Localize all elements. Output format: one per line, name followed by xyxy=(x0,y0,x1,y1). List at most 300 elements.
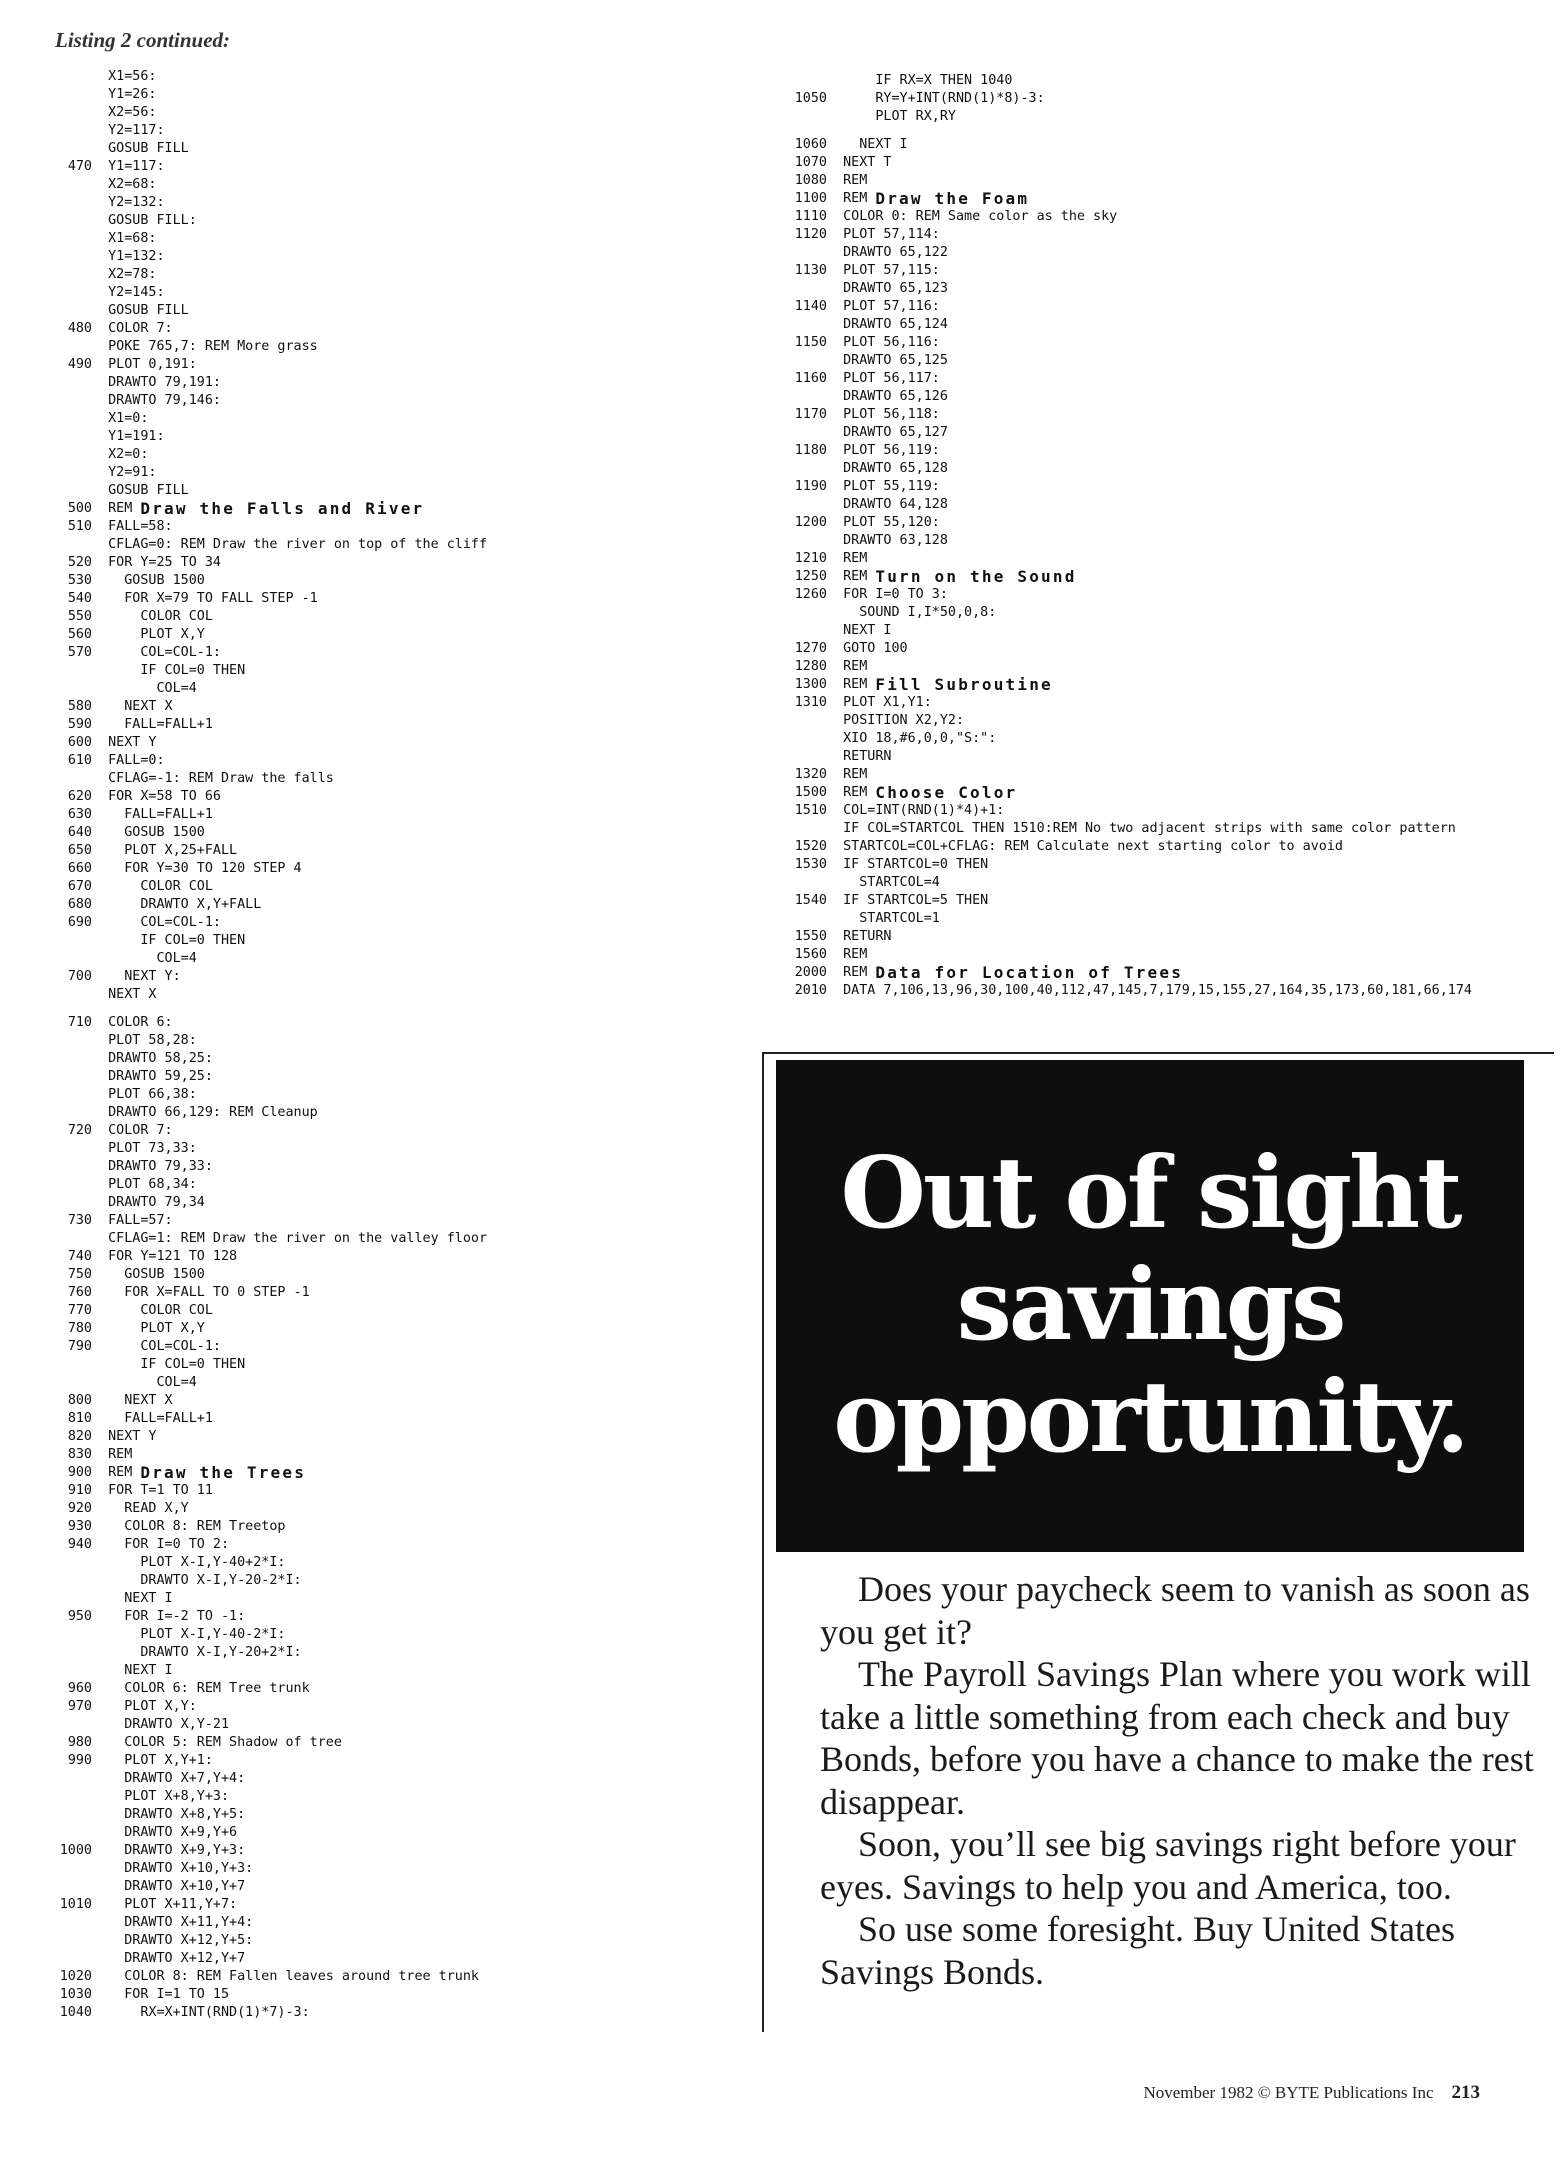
code-text: COL=4 xyxy=(108,951,197,966)
code-text: FOR Y=30 TO 120 STEP 4 xyxy=(108,861,302,876)
code-line xyxy=(40,176,760,194)
code-text: GOSUB FILL xyxy=(108,141,189,156)
line-number xyxy=(40,1590,92,1608)
line-number: 650 xyxy=(67,843,92,858)
line-gutter xyxy=(92,608,108,626)
line-number: 1160 xyxy=(794,371,827,386)
code-text: COLOR 7: xyxy=(108,1123,173,1138)
code-line xyxy=(775,892,1555,910)
code-line xyxy=(40,1284,760,1302)
line-gutter xyxy=(827,460,843,478)
line-number xyxy=(40,392,92,410)
code-line xyxy=(775,442,1555,460)
listing-left-column xyxy=(40,68,760,2022)
code-text: PLOT X,Y xyxy=(108,627,205,642)
line-number: 700 xyxy=(67,969,92,984)
line-number: 990 xyxy=(67,1753,92,1768)
code-line xyxy=(40,1004,760,1014)
line-gutter xyxy=(92,248,108,266)
line-number xyxy=(775,748,827,766)
line-number: 620 xyxy=(67,789,92,804)
line-gutter xyxy=(92,1122,108,1140)
code-text: NEXT X xyxy=(108,987,157,1002)
code-line xyxy=(775,604,1555,622)
line-number: 1280 xyxy=(794,659,827,674)
code-text: NEXT I xyxy=(843,137,908,152)
line-number: 920 xyxy=(67,1501,92,1516)
line-gutter xyxy=(92,860,108,878)
code-text: REM xyxy=(843,191,876,206)
code-text: COL=COL-1: xyxy=(108,915,221,930)
code-text: DRAWTO 64,128 xyxy=(843,497,948,512)
line-gutter xyxy=(92,500,108,518)
code-line xyxy=(40,1842,760,1860)
line-number: 1020 xyxy=(59,1969,92,1984)
line-number xyxy=(40,680,92,698)
line-number xyxy=(775,820,827,838)
line-gutter xyxy=(92,1230,108,1248)
code-text: DRAWTO 65,128 xyxy=(843,461,948,476)
code-text: IF RX=X THEN 1040 xyxy=(843,73,1013,88)
code-text: Y1=132: xyxy=(108,249,165,264)
code-line xyxy=(40,122,760,140)
code-text: PLOT X,Y xyxy=(108,1321,205,1336)
code-line xyxy=(40,212,760,230)
code-line xyxy=(775,244,1555,262)
line-number: 1300 xyxy=(794,677,827,692)
line-gutter xyxy=(92,572,108,590)
code-text: CFLAG=-1: REM Draw the falls xyxy=(108,771,334,786)
line-gutter xyxy=(92,230,108,248)
line-gutter xyxy=(92,1410,108,1428)
code-text: REM xyxy=(843,569,876,584)
code-line xyxy=(775,964,1555,982)
line-gutter xyxy=(827,838,843,856)
line-gutter xyxy=(92,770,108,788)
code-line xyxy=(40,1446,760,1464)
line-gutter xyxy=(92,1698,108,1716)
line-number xyxy=(775,622,827,640)
code-text: RY=Y+INT(RND(1)*8)-3: xyxy=(843,91,1045,106)
code-text: FOR T=1 TO 11 xyxy=(108,1483,213,1498)
line-number: 1120 xyxy=(794,227,827,242)
code-line xyxy=(40,824,760,842)
code-text: PLOT X-I,Y-40+2*I: xyxy=(108,1555,286,1570)
code-text: DRAWTO 79,33: xyxy=(108,1159,213,1174)
code-text: Y1=26: xyxy=(108,87,157,102)
code-text: REM xyxy=(843,767,868,782)
code-text: REM xyxy=(843,173,868,188)
code-text: PLOT X,Y+1: xyxy=(108,1753,213,1768)
code-text: FOR I=0 TO 2: xyxy=(108,1537,230,1552)
code-text: PLOT 56,117: xyxy=(843,371,940,386)
code-text: COL=4 xyxy=(108,681,197,696)
line-number xyxy=(40,1158,92,1176)
line-gutter xyxy=(827,928,843,946)
line-number: 820 xyxy=(67,1429,92,1444)
section-title: Turn on the Sound xyxy=(875,568,1077,586)
line-gutter xyxy=(92,1050,108,1068)
line-number: 1510 xyxy=(794,803,827,818)
ad-headline-line-2: savings xyxy=(956,1248,1344,1363)
code-line xyxy=(40,1698,760,1716)
line-gutter xyxy=(92,1788,108,1806)
code-text: GOSUB 1500 xyxy=(108,573,205,588)
code-line xyxy=(40,1230,760,1248)
line-gutter xyxy=(92,1374,108,1392)
code-line xyxy=(40,356,760,374)
line-number xyxy=(775,910,827,928)
code-text: FALL=0: xyxy=(108,753,165,768)
line-number xyxy=(40,1824,92,1842)
line-number: 1210 xyxy=(794,551,827,566)
line-gutter xyxy=(92,1968,108,1986)
code-text: IF COL=0 THEN xyxy=(108,1357,246,1372)
line-gutter xyxy=(92,68,108,86)
code-line xyxy=(775,136,1555,154)
line-number: 1550 xyxy=(794,929,827,944)
ad-headline-line-1: Out of sight xyxy=(840,1136,1460,1251)
line-number xyxy=(775,604,827,622)
line-gutter xyxy=(92,2004,108,2022)
line-gutter xyxy=(92,194,108,212)
line-number: 1130 xyxy=(794,263,827,278)
line-number: 720 xyxy=(67,1123,92,1138)
line-gutter xyxy=(92,338,108,356)
line-number xyxy=(40,68,92,86)
line-number xyxy=(40,464,92,482)
code-line xyxy=(40,266,760,284)
ad-headline-banner xyxy=(776,1060,1524,1552)
code-text: PLOT X,Y: xyxy=(108,1699,197,1714)
line-number: 490 xyxy=(67,357,92,372)
code-text: COLOR COL xyxy=(108,879,213,894)
code-line xyxy=(40,1626,760,1644)
code-line xyxy=(40,662,760,680)
code-line xyxy=(40,932,760,950)
code-text: RX=X+INT(RND(1)*7)-3: xyxy=(108,2005,310,2020)
line-gutter xyxy=(92,1824,108,1842)
line-gutter xyxy=(827,316,843,334)
code-text: FALL=FALL+1 xyxy=(108,1411,213,1426)
listing-heading: Listing 2 continued: xyxy=(55,28,231,52)
ad-paragraph: The Payroll Savings Plan where you work will take a little something from each check and buy Bonds, before you have a chance to make the rest disappear. xyxy=(820,1654,1534,1822)
code-line xyxy=(40,284,760,302)
line-gutter xyxy=(92,1950,108,1968)
line-gutter xyxy=(92,1068,108,1086)
line-number xyxy=(40,1914,92,1932)
line-gutter xyxy=(92,446,108,464)
line-gutter xyxy=(827,694,843,712)
code-line xyxy=(40,1968,760,1986)
code-line xyxy=(775,226,1555,244)
code-text: GOSUB FILL xyxy=(108,303,189,318)
code-text: COLOR 7: xyxy=(108,321,173,336)
line-gutter xyxy=(92,1986,108,2004)
code-text: Y2=117: xyxy=(108,123,165,138)
ad-headline-line-3: opportunity. xyxy=(833,1360,1467,1475)
line-number: 1520 xyxy=(794,839,827,854)
line-number: 1320 xyxy=(794,767,827,782)
line-number xyxy=(775,532,827,550)
code-line xyxy=(775,748,1555,766)
line-gutter xyxy=(92,1248,108,1266)
code-line xyxy=(775,316,1555,334)
line-number xyxy=(40,536,92,554)
line-number: 640 xyxy=(67,825,92,840)
code-line xyxy=(40,320,760,338)
line-gutter xyxy=(92,302,108,320)
line-gutter xyxy=(92,1572,108,1590)
code-line xyxy=(40,68,760,86)
code-text: READ X,Y xyxy=(108,1501,189,1516)
line-number xyxy=(775,316,827,334)
code-line xyxy=(40,140,760,158)
code-text: STARTCOL=1 xyxy=(843,911,940,926)
code-line xyxy=(40,1248,760,1266)
code-line xyxy=(775,550,1555,568)
code-text: REM xyxy=(843,947,868,962)
code-text: COL=COL-1: xyxy=(108,645,221,660)
line-gutter xyxy=(92,878,108,896)
code-text: FOR Y=121 TO 128 xyxy=(108,1249,238,1264)
line-number: 1260 xyxy=(794,587,827,602)
code-text: DRAWTO X+12,Y+7 xyxy=(108,1951,246,1966)
code-line xyxy=(40,752,760,770)
code-text: GOSUB 1500 xyxy=(108,1267,205,1282)
code-text: DRAWTO 66,129: REM Cleanup xyxy=(108,1105,318,1120)
line-gutter xyxy=(92,788,108,806)
code-line xyxy=(40,410,760,428)
code-text: FOR X=58 TO 66 xyxy=(108,789,221,804)
code-line xyxy=(40,806,760,824)
line-number xyxy=(40,1230,92,1248)
code-line xyxy=(40,914,760,932)
line-gutter xyxy=(92,266,108,284)
code-text: REM xyxy=(108,501,141,516)
line-gutter xyxy=(92,932,108,950)
code-text: PLOT RX,RY xyxy=(843,109,956,124)
code-text: COLOR 0: REM Same color as the sky xyxy=(843,209,1118,224)
line-number: 740 xyxy=(67,1249,92,1264)
code-line xyxy=(775,388,1555,406)
line-gutter xyxy=(827,820,843,838)
line-gutter xyxy=(92,1086,108,1104)
line-gutter xyxy=(92,1770,108,1788)
line-gutter xyxy=(827,72,843,90)
line-gutter xyxy=(92,824,108,842)
code-text: PLOT 66,38: xyxy=(108,1087,197,1102)
code-text: NEXT X xyxy=(108,1393,173,1408)
line-number: 1030 xyxy=(59,1987,92,2002)
code-text: COL=INT(RND(1)*4)+1: xyxy=(843,803,1005,818)
code-line xyxy=(775,676,1555,694)
line-number xyxy=(40,374,92,392)
line-number xyxy=(40,1068,92,1086)
line-gutter xyxy=(827,982,843,1000)
code-line xyxy=(40,464,760,482)
code-line xyxy=(40,428,760,446)
line-gutter xyxy=(92,1932,108,1950)
code-line xyxy=(40,842,760,860)
line-gutter xyxy=(827,892,843,910)
line-gutter xyxy=(827,280,843,298)
line-number xyxy=(40,1572,92,1590)
code-text: STARTCOL=4 xyxy=(843,875,940,890)
line-gutter xyxy=(827,298,843,316)
line-gutter xyxy=(827,90,843,108)
code-line xyxy=(40,1716,760,1734)
line-number xyxy=(40,1554,92,1572)
line-number: 680 xyxy=(67,897,92,912)
page-footer xyxy=(1100,2082,1480,2104)
line-gutter xyxy=(92,392,108,410)
line-gutter xyxy=(92,1842,108,1860)
line-number xyxy=(775,712,827,730)
line-gutter xyxy=(827,190,843,208)
ad-paragraph: So use some foresight. Buy United States Savings Bonds. xyxy=(820,1909,1455,1992)
code-text: COLOR 8: REM Treetop xyxy=(108,1519,286,1534)
code-line xyxy=(40,1788,760,1806)
code-line xyxy=(775,928,1555,946)
line-number xyxy=(40,1932,92,1950)
line-number xyxy=(775,388,827,406)
code-text: PLOT 68,34: xyxy=(108,1177,197,1192)
line-number xyxy=(40,1086,92,1104)
code-line xyxy=(40,374,760,392)
code-line xyxy=(40,1212,760,1230)
line-number: 1000 xyxy=(59,1843,92,1858)
line-number xyxy=(775,352,827,370)
code-text: DRAWTO 59,25: xyxy=(108,1069,213,1084)
line-gutter xyxy=(827,910,843,928)
code-line xyxy=(40,1770,760,1788)
code-text: DRAWTO X-I,Y-20+2*I: xyxy=(108,1645,302,1660)
code-line xyxy=(40,1338,760,1356)
code-line xyxy=(40,482,760,500)
line-number xyxy=(40,1770,92,1788)
line-number xyxy=(40,266,92,284)
code-text: NEXT T xyxy=(843,155,892,170)
code-text: FOR I=-2 TO -1: xyxy=(108,1609,246,1624)
code-line xyxy=(40,1500,760,1518)
line-number xyxy=(40,1878,92,1896)
line-gutter xyxy=(92,284,108,302)
line-number: 1270 xyxy=(794,641,827,656)
code-text: DATA 7,106,13,96,30,100,40,112,47,145,7,179,15,155,27,164,35,173,60,181,66,174 xyxy=(843,983,1472,998)
line-gutter xyxy=(92,1194,108,1212)
code-text: REM xyxy=(843,677,876,692)
line-gutter xyxy=(92,1212,108,1230)
line-number xyxy=(40,482,92,500)
line-number xyxy=(40,86,92,104)
line-gutter xyxy=(827,352,843,370)
code-line xyxy=(40,1554,760,1572)
line-gutter xyxy=(92,176,108,194)
section-title: Fill Subroutine xyxy=(875,676,1053,694)
line-gutter xyxy=(92,1716,108,1734)
line-number xyxy=(40,1050,92,1068)
line-gutter xyxy=(92,518,108,536)
line-number: 1050 xyxy=(794,91,827,106)
line-gutter xyxy=(827,550,843,568)
code-line xyxy=(775,784,1555,802)
code-text: PLOT 57,116: xyxy=(843,299,940,314)
line-gutter xyxy=(92,554,108,572)
code-text: PLOT 55,120: xyxy=(843,515,940,530)
code-line xyxy=(775,874,1555,892)
line-number xyxy=(775,108,827,126)
line-number: 530 xyxy=(67,573,92,588)
line-number: 810 xyxy=(67,1411,92,1426)
code-line xyxy=(40,518,760,536)
code-line xyxy=(40,1536,760,1554)
code-line xyxy=(40,1950,760,1968)
code-line xyxy=(775,640,1555,658)
code-line xyxy=(40,86,760,104)
line-gutter xyxy=(92,1554,108,1572)
code-line xyxy=(40,1878,760,1896)
code-line xyxy=(40,1158,760,1176)
line-number: 930 xyxy=(67,1519,92,1534)
line-number xyxy=(40,1806,92,1824)
line-number: 940 xyxy=(67,1537,92,1552)
code-text: PLOT X-I,Y-40-2*I: xyxy=(108,1627,286,1642)
code-text: REM xyxy=(843,659,868,674)
line-gutter xyxy=(827,640,843,658)
code-text: GOTO 100 xyxy=(843,641,908,656)
line-number: 830 xyxy=(67,1447,92,1462)
line-gutter xyxy=(92,1464,108,1482)
code-line xyxy=(775,496,1555,514)
code-text: PLOT 56,118: xyxy=(843,407,940,422)
code-text: FOR Y=25 TO 34 xyxy=(108,555,221,570)
line-gutter xyxy=(827,802,843,820)
line-number: 510 xyxy=(67,519,92,534)
code-line xyxy=(40,1932,760,1950)
code-text: IF COL=STARTCOL THEN 1510:REM No two adjacent strips with same color pattern xyxy=(843,821,1456,836)
code-line xyxy=(40,1608,760,1626)
code-line xyxy=(40,1518,760,1536)
line-number xyxy=(40,1194,92,1212)
line-gutter xyxy=(92,1590,108,1608)
line-number: 660 xyxy=(67,861,92,876)
line-gutter xyxy=(827,478,843,496)
line-number: 760 xyxy=(67,1285,92,1300)
code-line xyxy=(40,1266,760,1284)
line-number: 710 xyxy=(67,1015,92,1030)
code-line xyxy=(40,1068,760,1086)
line-gutter xyxy=(827,208,843,226)
code-text: NEXT I xyxy=(843,623,892,638)
line-gutter xyxy=(827,244,843,262)
line-gutter xyxy=(92,1806,108,1824)
line-gutter xyxy=(92,644,108,662)
code-line xyxy=(775,280,1555,298)
line-gutter xyxy=(92,410,108,428)
line-gutter xyxy=(92,698,108,716)
code-line xyxy=(40,104,760,122)
code-text: POKE 765,7: REM More grass xyxy=(108,339,318,354)
code-text: PLOT X1,Y1: xyxy=(843,695,932,710)
line-number: 2000 xyxy=(794,965,827,980)
code-text: CFLAG=0: REM Draw the river on top of the cliff xyxy=(108,537,488,552)
ad-paragraph: Soon, you’ll see big savings right before your eyes. Savings to help you and America, too. xyxy=(820,1824,1516,1907)
code-line xyxy=(40,572,760,590)
code-line xyxy=(775,406,1555,424)
line-gutter xyxy=(92,1302,108,1320)
line-gutter xyxy=(827,532,843,550)
